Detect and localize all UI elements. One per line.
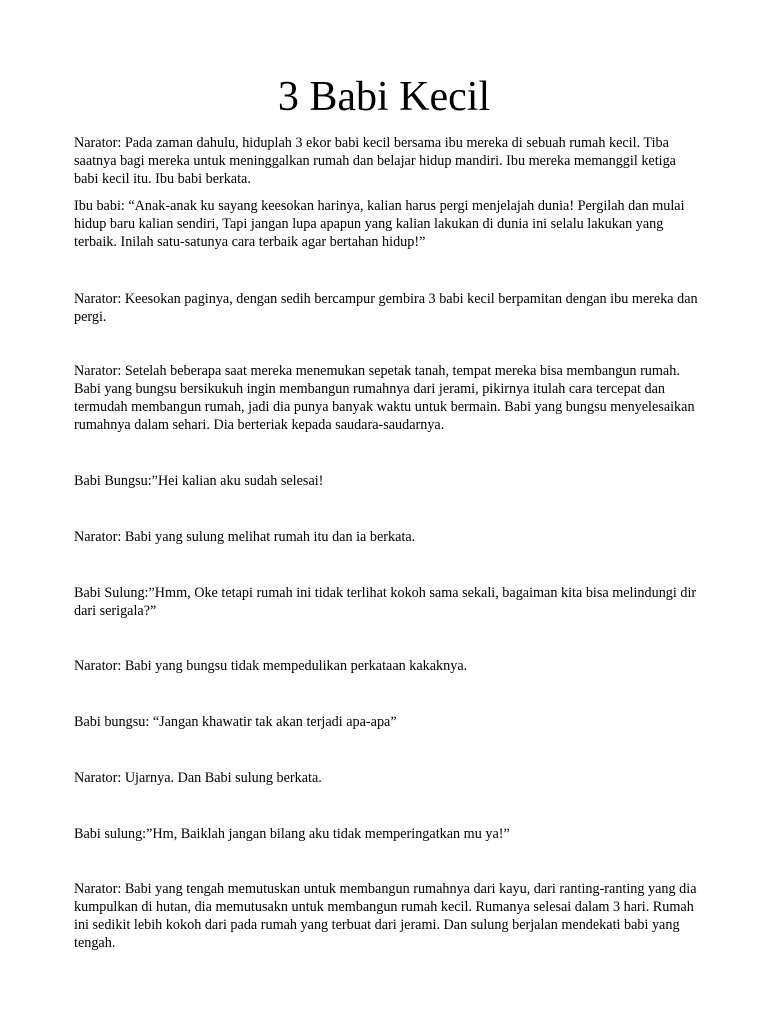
paragraph-babi-bungsu-selesai: Babi Bungsu:”Hei kalian aku sudah selesai!: [74, 473, 324, 489]
paragraph-babi-bungsu-khawatir: Babi bungsu: “Jangan khawatir tak akan terjadi apa-apa”: [74, 714, 397, 730]
paragraph-narator-sulung: Narator: Babi yang sulung melihat rumah itu dan ia berkata.: [74, 529, 416, 545]
paragraph-narator-ujarnya: Narator: Ujarnya. Dan Babi sulung berkata.: [74, 770, 322, 786]
paragraph-babi-sulung-hmm: Babi Sulung:”Hmm, Oke tetapi rumah ini tidak terlihat kokoh sama sekali, bagaiman kita bisa melindungi dir dari serigala?”: [74, 585, 697, 619]
document-title: 3 Babi Kecil: [277, 74, 491, 120]
paragraph-narator-babi-tengah: Narator: Babi yang tengah memutuskan untuk membangun rumahnya dari kayu, dari ranting-ranting yang dia kumpulkan di hutan, dia memutusakn untuk membangun rumah kecil. Rumanya selesai dalam 3 hari. Rumah ini sedikit lebih kokoh dari pada rumah yang terbuat dari jerami. Dan sulung berjalan mendekati babi yang tengah.: [74, 881, 697, 951]
paragraph-ibu-babi: Ibu babi: “Anak-anak ku sayang keesokan harinya, kalian harus pergi menjelajah dunia! Pergilah dan mulai hidup baru kalian sendiri, Tapi jangan lupa apapun yang kalian lakukan di dunia ini selalu lakukan yang terbaik. Inilah satu-satunya cara terbaik agar bertahan hidup!”: [74, 198, 685, 250]
paragraph-narator-bungsu: Narator: Babi yang bungsu tidak mempedulikan perkataan kakaknya.: [74, 658, 468, 674]
paragraph-babi-sulung-baiklah: Babi sulung:”Hm, Baiklah jangan bilang aku tidak memperingatkan mu ya!”: [74, 826, 510, 842]
paragraph-narator-pamit: Narator: Keesokan paginya, dengan sedih bercampur gembira 3 babi kecil berpamitan dengan ibu mereka dan pergi.: [74, 291, 698, 325]
paragraph-narator-membangun: Narator: Setelah beberapa saat mereka menemukan sepetak tanah, tempat mereka bisa membangun rumah. Babi yang bungsu bersikukuh ingin membangun rumahnya dari jerami, pikirnya itulah cara tercepat dan termudah membangun rumah, jadi dia punya banyak waktu untuk bermain. Babi yang bungsu menyelesaikan rumahnya dalam sehari. Dia berteriak kepada saudara-saudarnya.: [74, 363, 695, 433]
paragraph-narator-intro: Narator: Pada zaman dahulu, hiduplah 3 ekor babi kecil bersama ibu mereka di sebuah rumah kecil. Tiba saatnya bagi mereka untuk meninggalkan rumah dan belajar hidup mandiri. Ibu mereka memanggil ketiga babi kecil itu. Ibu babi berkata.: [74, 135, 676, 187]
